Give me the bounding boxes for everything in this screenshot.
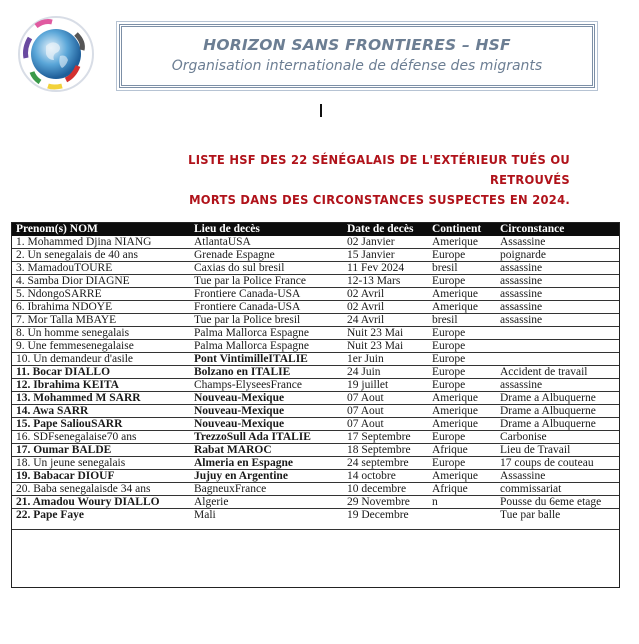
cell-name: 1. Mohammed Djina NIANG [12, 236, 190, 249]
cell-date: 12-13 Mars [343, 275, 428, 288]
globe-logo [16, 12, 96, 96]
cell-date: 07 Aout [343, 418, 428, 431]
organization-header [119, 24, 595, 88]
table-row [12, 327, 619, 340]
column-header-date: Date de decès [343, 223, 428, 236]
cell-date: 07 Aout [343, 392, 428, 405]
cell-name: 16. SDFsenegalaise70 ans [12, 431, 190, 444]
cell-place: Jujuy en Argentine [190, 470, 343, 483]
cell-date: 02 Avril [343, 288, 428, 301]
cell-circumstance: assassine [496, 379, 619, 392]
cell-name: 19. Babacar DIOUF [12, 470, 190, 483]
cell-circumstance: Drame a Albuquerne [496, 405, 619, 418]
table-row [12, 496, 619, 509]
table-row [12, 444, 619, 457]
cell-name: 2. Un senegalais de 40 ans [12, 249, 190, 262]
table-row [12, 405, 619, 418]
cell-continent: Europe [428, 249, 496, 262]
cell-continent: bresil [428, 262, 496, 275]
empty-cell [343, 530, 428, 539]
table-row [12, 418, 619, 431]
cell-place: Nouveau-Mexique [190, 405, 343, 418]
cell-date: 19 juillet [343, 379, 428, 392]
cell-continent: Amerique [428, 301, 496, 314]
cell-continent: Afrique [428, 483, 496, 496]
cell-place: Champs-ElyseesFrance [190, 379, 343, 392]
cell-name: 9. Une femmesenegalaise [12, 340, 190, 353]
empty-cell [190, 530, 343, 539]
cell-continent: Europe [428, 327, 496, 340]
cell-continent: Europe [428, 457, 496, 470]
table-row [12, 509, 619, 530]
list-title-line-2: MORTS DANS DES CIRCONSTANCES SUSPECTES EN 2024. [189, 192, 570, 207]
cell-place: BagneuxFrance [190, 483, 343, 496]
cell-circumstance: assassine [496, 262, 619, 275]
table-row [12, 275, 619, 288]
cell-place: Tue par la Police bresil [190, 314, 343, 327]
cell-circumstance: assassine [496, 288, 619, 301]
cell-date: 14 octobre [343, 470, 428, 483]
cell-place: Nouveau-Mexique [190, 392, 343, 405]
cell-place: Tue par la Police France [190, 275, 343, 288]
cell-circumstance: assassine [496, 314, 619, 327]
column-header-circumstance: Circonstance [496, 223, 619, 236]
cell-date: 19 Decembre [343, 509, 428, 530]
cell-circumstance: assassine [496, 301, 619, 314]
table-row [12, 288, 619, 301]
cell-continent: Europe [428, 431, 496, 444]
table-row [12, 470, 619, 483]
cell-name: 20. Baba senegalaisde 34 ans [12, 483, 190, 496]
cell-continent: n [428, 496, 496, 509]
cell-place: Grenade Espagne [190, 249, 343, 262]
cell-place: Caxias do sul bresil [190, 262, 343, 275]
cell-name: 22. Pape Faye [12, 509, 190, 530]
cell-continent [428, 509, 496, 530]
cell-name: 15. Pape SaliouSARR [12, 418, 190, 431]
column-header-name: Prenom(s) NOM [12, 223, 190, 236]
cell-date: 17 Septembre [343, 431, 428, 444]
cell-circumstance: 17 coups de couteau [496, 457, 619, 470]
table-row [12, 353, 619, 366]
cell-circumstance: Lieu de Travail [496, 444, 619, 457]
column-header-place: Lieu de decès [190, 223, 343, 236]
cell-date: Nuit 23 Mai [343, 340, 428, 353]
cell-circumstance: assassine [496, 275, 619, 288]
cell-continent: Europe [428, 366, 496, 379]
cell-name: 6. Ibrahima NDOYE [12, 301, 190, 314]
empty-cell [496, 530, 619, 539]
cell-circumstance: Drame a Albuquerne [496, 418, 619, 431]
table-row [12, 314, 619, 327]
table-row [12, 340, 619, 353]
cell-place: Nouveau-Mexique [190, 418, 343, 431]
cell-continent: Amerique [428, 392, 496, 405]
cell-circumstance: commissariat [496, 483, 619, 496]
cell-place: Pont VintimilleITALIE [190, 353, 343, 366]
table-header-row [12, 223, 619, 236]
cell-circumstance: Tue par balle [496, 509, 619, 530]
table-row [12, 431, 619, 444]
cell-place: AtlantaUSA [190, 236, 343, 249]
cell-circumstance: Pousse du 6eme etage [496, 496, 619, 509]
cell-place: Palma Mallorca Espagne [190, 327, 343, 340]
cell-name: 12. Ibrahima KEITA [12, 379, 190, 392]
cell-name: 10. Un demandeur d'asile [12, 353, 190, 366]
empty-cell [12, 530, 190, 539]
cell-date: 07 Aout [343, 405, 428, 418]
cell-continent: Afrique [428, 444, 496, 457]
cell-name: 21. Amadou Woury DIALLO [12, 496, 190, 509]
table-row [12, 262, 619, 275]
cell-place: Mali [190, 509, 343, 530]
cell-date: 1er Juin [343, 353, 428, 366]
cell-place: Algerie [190, 496, 343, 509]
cell-name: 18. Un jeune senegalais [12, 457, 190, 470]
org-title: HORIZON SANS FRONTIERES – HSF [203, 36, 511, 54]
table-row [12, 249, 619, 262]
cell-date: 02 Janvier [343, 236, 428, 249]
empty-row [12, 530, 619, 539]
cell-circumstance: Drame a Albuquerne [496, 392, 619, 405]
cell-name: 5. NdongoSARRE [12, 288, 190, 301]
cell-continent: Amerique [428, 405, 496, 418]
cell-date: 24 Avril [343, 314, 428, 327]
table-row [12, 236, 619, 249]
cell-date: 29 Novembre [343, 496, 428, 509]
cell-continent: Europe [428, 379, 496, 392]
cell-continent: Amerique [428, 288, 496, 301]
cell-place: Frontiere Canada-USA [190, 301, 343, 314]
cell-continent: Europe [428, 275, 496, 288]
cell-name: 17. Oumar BALDE [12, 444, 190, 457]
cell-continent: Amerique [428, 418, 496, 431]
table-row [12, 301, 619, 314]
cell-circumstance [496, 327, 619, 340]
cell-place: Almeria en Espagne [190, 457, 343, 470]
victims-table [11, 222, 620, 588]
cell-date: 24 Juin [343, 366, 428, 379]
cell-name: 14. Awa SARR [12, 405, 190, 418]
cell-continent: Amerique [428, 470, 496, 483]
cell-name: 8. Un homme senegalais [12, 327, 190, 340]
cell-name: 4. Samba Dior DIAGNE [12, 275, 190, 288]
empty-cell [428, 530, 496, 539]
cell-date: 18 Septembre [343, 444, 428, 457]
cell-continent: Amerique [428, 236, 496, 249]
cell-date: 24 septembre [343, 457, 428, 470]
cell-date: 15 Janvier [343, 249, 428, 262]
column-header-continent: Continent [428, 223, 496, 236]
table-row [12, 379, 619, 392]
table-row [12, 366, 619, 379]
cell-date: 11 Fev 2024 [343, 262, 428, 275]
text-cursor [320, 104, 322, 117]
cell-place: Frontiere Canada-USA [190, 288, 343, 301]
cell-continent: bresil [428, 314, 496, 327]
cell-circumstance [496, 340, 619, 353]
table-row [12, 483, 619, 496]
cell-name: 13. Mohammed M SARR [12, 392, 190, 405]
cell-date: 02 Avril [343, 301, 428, 314]
cell-date: Nuit 23 Mai [343, 327, 428, 340]
cell-circumstance [496, 353, 619, 366]
cell-place: Palma Mallorca Espagne [190, 340, 343, 353]
cell-name: 3. MamadouTOURE [12, 262, 190, 275]
cell-circumstance: Accident de travail [496, 366, 619, 379]
cell-place: TrezzoSull Ada ITALIE [190, 431, 343, 444]
cell-circumstance: Assassine [496, 236, 619, 249]
cell-name: 7. Mor Talla MBAYE [12, 314, 190, 327]
cell-date: 10 decembre [343, 483, 428, 496]
list-title-line-1: LISTE HSF DES 22 SÉNÉGALAIS DE L'EXTÉRIEUR TUÉS OU RETROUVÉS [188, 152, 570, 187]
list-title [110, 150, 570, 210]
table-row [12, 392, 619, 405]
org-subtitle: Organisation internationale de défense des migrants [171, 58, 543, 74]
cell-name: 11. Bocar DIALLO [12, 366, 190, 379]
cell-circumstance: Assassine [496, 470, 619, 483]
cell-circumstance: poignarde [496, 249, 619, 262]
cell-circumstance: Carbonise [496, 431, 619, 444]
cell-place: Rabat MAROC [190, 444, 343, 457]
cell-place: Bolzano en ITALIE [190, 366, 343, 379]
table-row [12, 457, 619, 470]
cell-continent: Europe [428, 340, 496, 353]
cell-continent: Europe [428, 353, 496, 366]
